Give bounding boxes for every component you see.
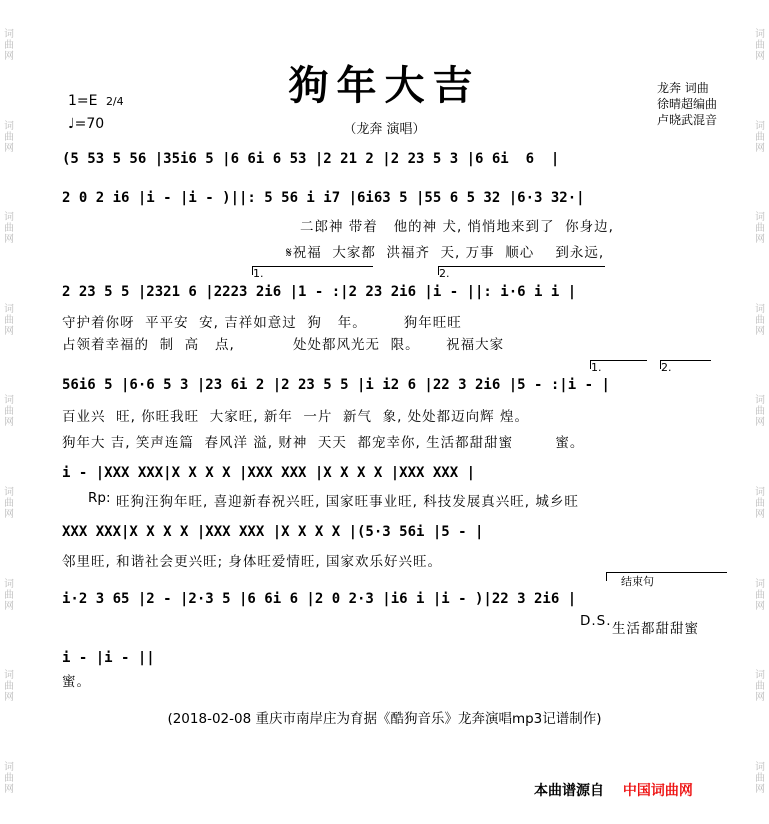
score-line-6: XXX XXX|X X X X |XXX XXX |X X X X |(5·3 56i |5 - | [62, 524, 484, 540]
volta-2: 2. [438, 266, 605, 275]
watermark-char: 网 [4, 325, 14, 337]
source-label: 本曲谱源自 [534, 783, 604, 799]
watermark-char: 曲 [4, 40, 14, 52]
watermark-group [4, 304, 14, 337]
watermark-char: 曲 [4, 406, 14, 418]
watermark-char: 网 [755, 417, 765, 429]
watermark-char: 词 [4, 29, 14, 41]
watermark-char: 词 [755, 761, 765, 773]
rap-lyric-2: 邻里旺, 和谐社会更兴旺; 身体旺爱情旺, 国家欢乐好兴旺。 [62, 554, 443, 570]
watermark-char: 曲 [4, 498, 14, 509]
watermark-char: 词 [755, 303, 765, 315]
watermark-char: 曲 [755, 681, 765, 693]
rap-lyric-1: 旺狗汪狗年旺, 喜迎新春祝兴旺, 国家旺事业旺, 科技发展真兴旺, 城乡旺 [116, 494, 579, 510]
ds-label: D.S. [580, 613, 612, 629]
watermark-group [755, 762, 765, 795]
watermark-char: 网 [755, 142, 765, 154]
volta-1b: 1. [590, 360, 647, 369]
watermark-group [755, 579, 765, 612]
watermark-group [4, 670, 14, 703]
watermark-group [4, 762, 14, 795]
rap-label: Rp: [88, 490, 111, 506]
source-site: 中国词曲网 [622, 783, 693, 799]
watermark-char: 曲 [755, 223, 765, 235]
key-label: 1=E [68, 93, 98, 109]
song-subtitle: （龙奔 演唱） [343, 122, 426, 137]
watermark-char: 网 [755, 600, 765, 612]
volta-2b: 2. [660, 360, 711, 369]
watermark-char: 网 [755, 325, 765, 337]
watermark-char: 曲 [755, 772, 765, 784]
watermark-char: 词 [755, 120, 765, 132]
source-credit [534, 780, 693, 800]
lyric-3a: 守护着你呀 平平安 安, 吉祥如意过 狗 年。 狗年旺旺 [62, 315, 462, 331]
watermark-char: 网 [4, 417, 14, 429]
watermark-char: 词 [4, 761, 14, 773]
watermark-char: 词 [4, 395, 14, 407]
watermark-char: 曲 [755, 589, 765, 601]
lyric-2a: 二郎神 带着 他的神 犬, 悄悄地来到了 你身边, [300, 219, 614, 235]
watermark-char: 曲 [755, 40, 765, 52]
watermark-char: 曲 [755, 314, 765, 326]
key-signature [68, 93, 124, 109]
watermark-char: 网 [4, 783, 14, 795]
watermark-char: 曲 [4, 223, 14, 235]
watermark-char: 曲 [755, 131, 765, 143]
credits-block [657, 80, 717, 128]
score-line-3: 2 23 5 5 |2321 6 |2223 2i6 |1 - :|2 23 2i6 |i - ||: i·6 i i | [62, 284, 577, 300]
watermark-char: 词 [755, 670, 765, 682]
score-line-7: i·2 3 65 |2 - |2·3 5 |6 6i 6 |2 0 2·3 |i6 i |i - )|22 3 2i6 | [62, 591, 577, 607]
watermark-group [755, 212, 765, 245]
watermark-char: 曲 [4, 589, 14, 601]
watermark-char: 网 [755, 234, 765, 246]
lyric-7: 生活都甜甜蜜 [612, 621, 699, 637]
watermark-char: 词 [755, 487, 765, 498]
watermark-char: 曲 [755, 406, 765, 418]
watermark-group [4, 579, 14, 612]
watermark-char: 曲 [4, 681, 14, 693]
watermark-char: 词 [755, 578, 765, 590]
watermark-char: 网 [755, 692, 765, 704]
watermark-char: 词 [4, 578, 14, 590]
watermark-char: 词 [755, 395, 765, 407]
credit-lyricist: 龙奔 词曲 [656, 81, 709, 95]
watermark-char: 曲 [4, 131, 14, 143]
watermark-char: 词 [4, 120, 14, 132]
credit-arranger: 徐晴超编曲 [656, 97, 717, 111]
watermark-char: 曲 [4, 772, 14, 784]
watermark-char: 网 [4, 51, 14, 63]
volta-1: 1. [252, 266, 373, 275]
song-title: 狗年大吉 [288, 62, 481, 109]
lyric-4b: 狗年大 吉, 笑声连篇 春风洋 溢, 财神 天天 都宠幸你, 生活都甜甜蜜 蜜。 [62, 435, 585, 451]
lyric-3b: 占领着幸福的 制 高 点, 处处都风光无 限。 祝福大家 [62, 337, 505, 353]
score-line-5: i - |XXX XXX|X X X X |XXX XXX |X X X X |XXX XXX | [62, 465, 476, 481]
watermark-char: 网 [755, 51, 765, 63]
watermark-group [755, 670, 765, 703]
watermark-char: 词 [755, 212, 765, 224]
watermark-group [4, 212, 14, 245]
watermark-char: 网 [4, 142, 14, 154]
watermark-char: 词 [4, 670, 14, 682]
watermark-char: 网 [4, 600, 14, 612]
lyric-8: 蜜。 [62, 674, 91, 690]
lyric-2b: 𝄋祝福 大家都 洪福齐 天, 万事 顺心 到永远, [286, 245, 605, 261]
watermark-char: 网 [755, 509, 765, 520]
watermark-char: 网 [4, 234, 14, 246]
credit-mixer: 卢晓武混音 [656, 113, 717, 127]
watermark-char: 网 [4, 692, 14, 704]
watermark-group [755, 395, 765, 428]
watermark-char: 网 [755, 783, 765, 795]
watermark-char: 词 [755, 29, 765, 41]
transcription-note: (2018-02-08 重庆市南岸庄为育据《酷狗音乐》龙奔演唱mp3记谱制作) [167, 711, 602, 727]
watermark-group [755, 487, 765, 520]
score-line-1: (5 53 5 56 |35i6 5 |6 6i 6 53 |2 21 2 |2 23 5 3 |6 6i 6 | [62, 151, 560, 167]
lyric-4a: 百业兴 旺, 你旺我旺 大家旺, 新年 一片 新气 象, 处处都迈向辉 煌。 [62, 409, 529, 425]
watermark-char: 曲 [755, 498, 765, 509]
time-signature: 2/4 [105, 95, 124, 108]
watermark-char: 曲 [4, 314, 14, 326]
watermark-group [4, 395, 14, 428]
score-line-8: i - |i - || [62, 650, 155, 666]
watermark-char: 词 [4, 303, 14, 315]
watermark-char: 词 [4, 212, 14, 224]
score-line-2: 2 0 2 i6 |i - |i - )||: 5 56 i i7 |6i63 5 |55 6 5 32 |6·3 32·| [62, 190, 585, 206]
end-phrase-label: 结束句 [606, 572, 727, 581]
watermark-group [755, 304, 765, 337]
watermark-char: 网 [4, 509, 14, 520]
watermark-char: 词 [4, 487, 14, 498]
tempo-mark: ♩=70 [68, 116, 105, 132]
watermark-group [4, 487, 14, 520]
score-line-4: 56i6 5 |6·6 5 3 |23 6i 2 |2 23 5 5 |i i2 6 |22 3 2i6 |5 - :|i - | [62, 377, 610, 393]
